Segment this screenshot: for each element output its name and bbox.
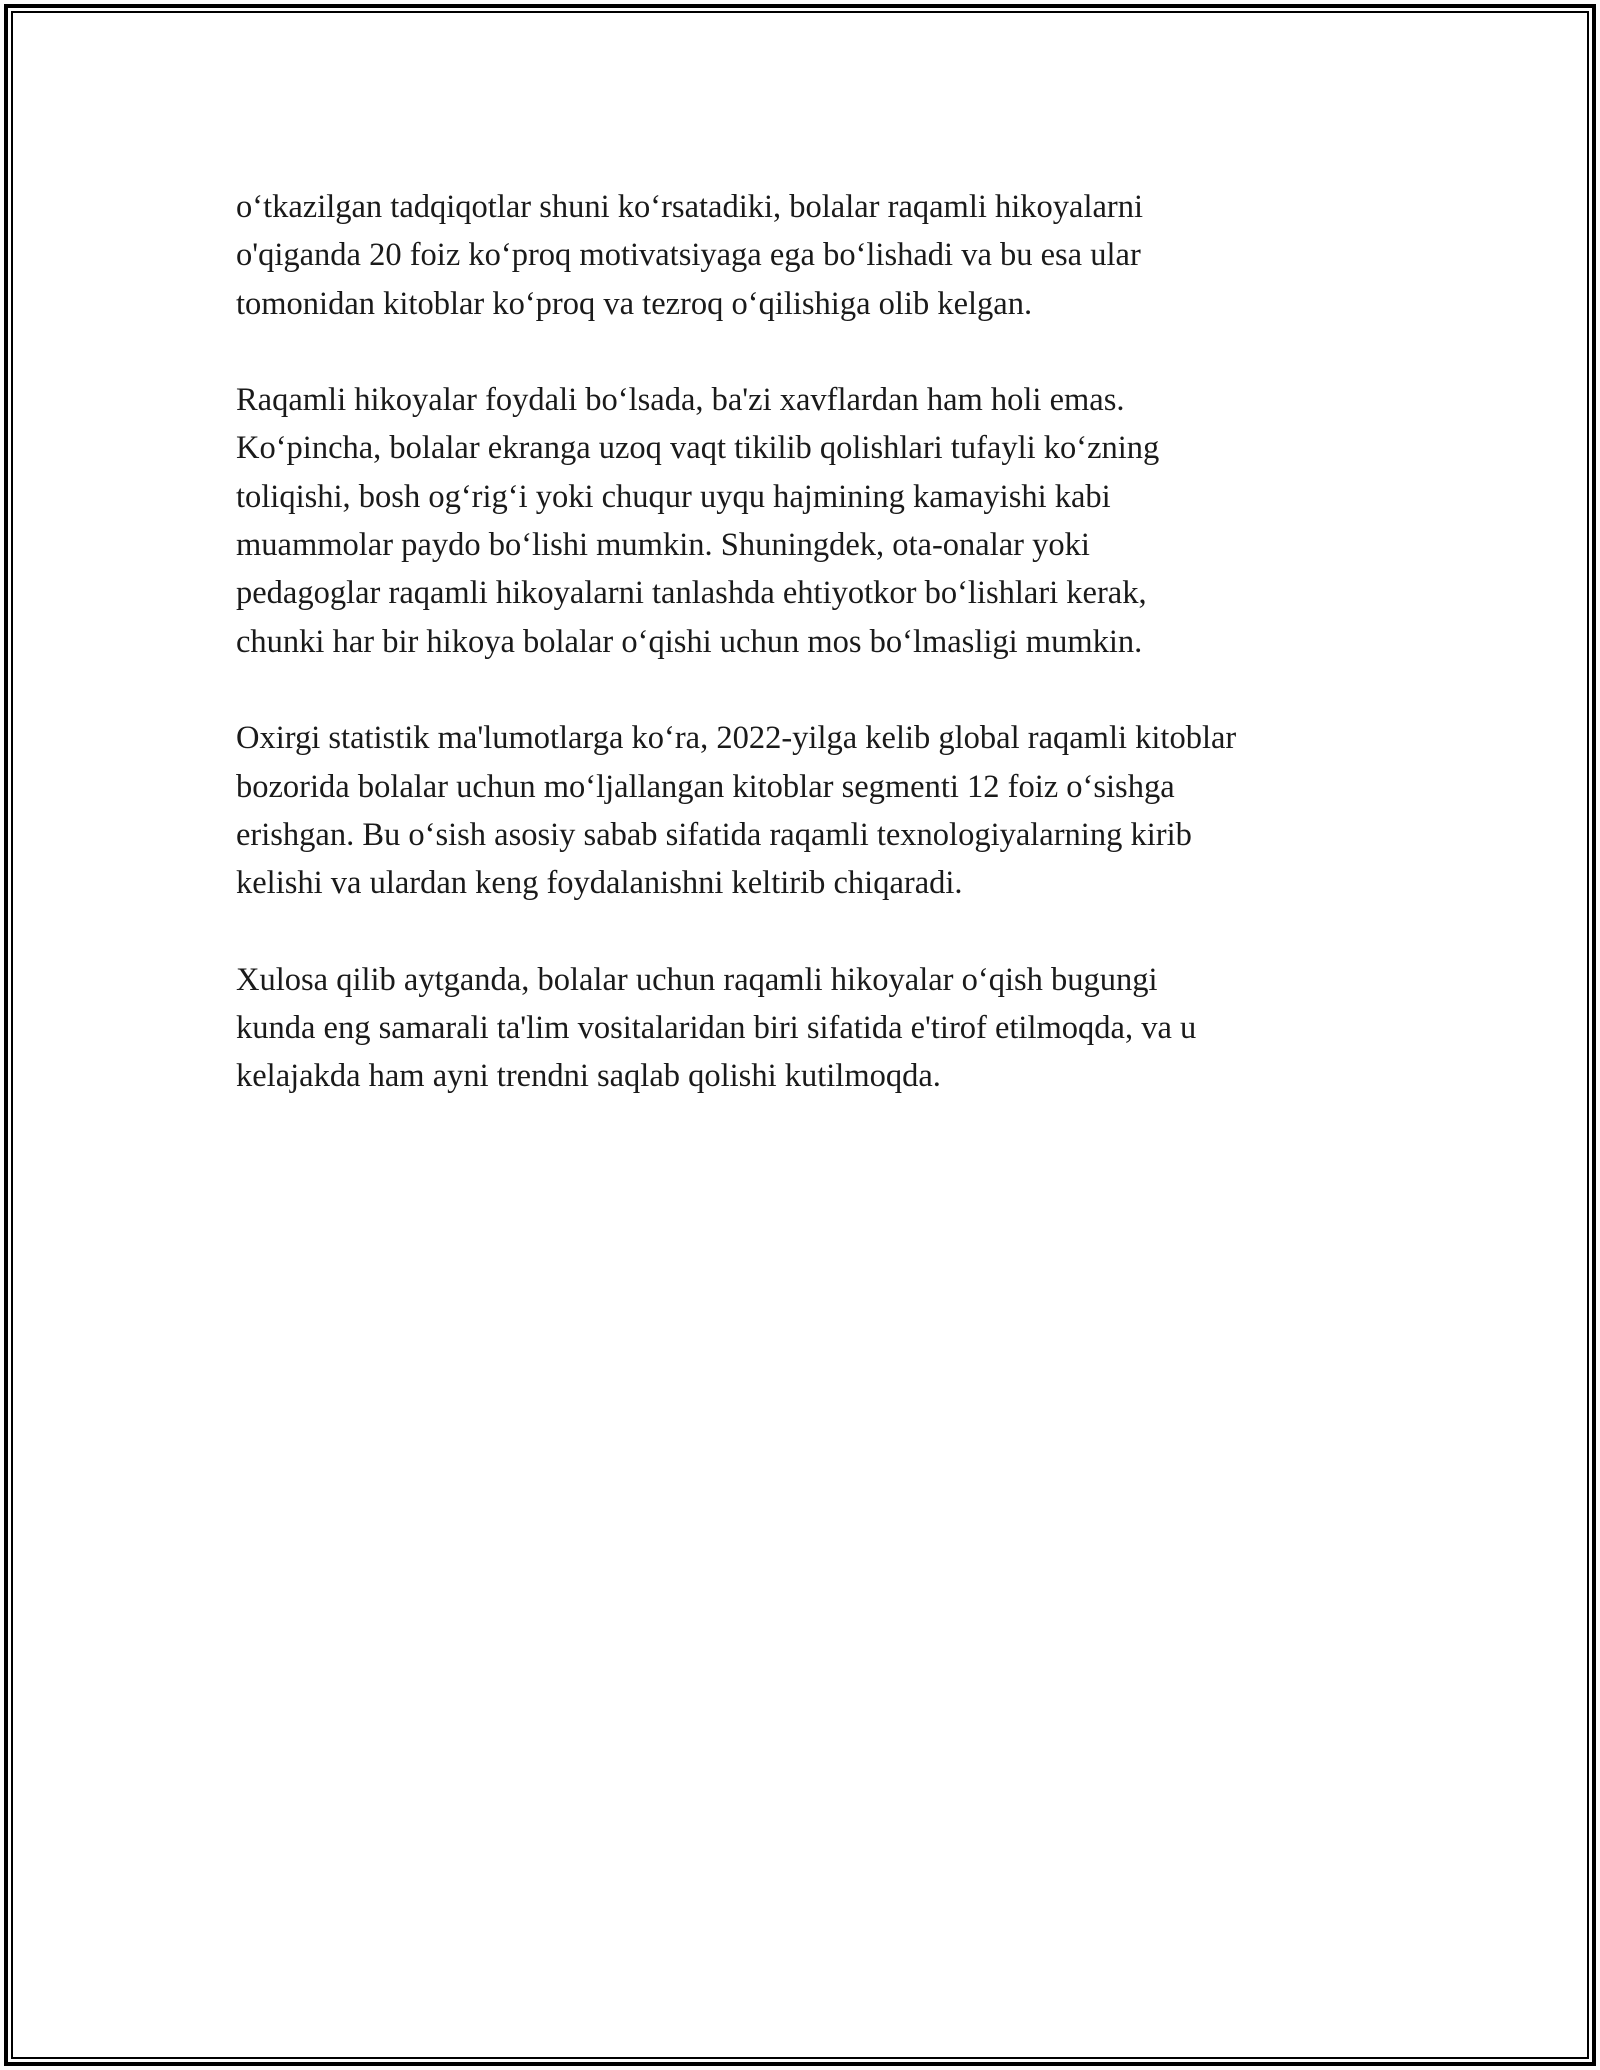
text-line: tomonidan kitoblar ko‘proq va tezroq o‘qilishiga olib kelgan. [236,285,1033,322]
text-line: o'qiganda 20 foiz ko‘proq motivatsiyaga ega bo‘lishadi va bu esa ular [236,237,1141,274]
document-body [236,183,1396,1101]
paragraph-4 [236,956,1396,1101]
text-line: kunda eng samarali ta'lim vositalaridan biri sifatida e'tirof etilmoqda, va u [236,1010,1197,1047]
text-line: toliqishi, bosh og‘rig‘i yoki chuqur uyqu hajmining kamayishi kabi [236,478,1111,515]
text-line: kelishi va ulardan keng foydalanishni keltirib chiqaradi. [236,865,963,902]
text-line: bozorida bolalar uchun mo‘ljallangan kitoblar segmenti 12 foiz o‘sishga [236,768,1175,805]
text-line: Ko‘pincha, bolalar ekranga uzoq vaqt tikilib qolishlari tufayli ko‘zning [236,430,1160,467]
text-line: muammolar paydo bo‘lishi mumkin. Shuningdek, ota-onalar yoki [236,527,1090,564]
paragraph-1 [236,183,1396,328]
paragraph-2 [236,376,1396,666]
text-line: chunki har bir hikoya bolalar o‘qishi uchun mos bo‘lmasligi mumkin. [236,623,1143,660]
text-line: Oxirgi statistik ma'lumotlarga ko‘ra, 2022-yilga kelib global raqamli kitoblar [236,720,1237,757]
paragraph-3 [236,714,1396,907]
text-line: Raqamli hikoyalar foydali bo‘lsada, ba'zi xavflardan ham holi emas. [236,382,1125,419]
text-line: pedagoglar raqamli hikoyalarni tanlashda ehtiyotkor bo‘lishlari kerak, [236,575,1147,612]
text-line: Xulosa qilib aytganda, bolalar uchun raqamli hikoyalar o‘qish bugungi [236,961,1158,998]
text-line: erishgan. Bu o‘sish asosiy sabab sifatida raqamli texnologiyalarning kirib [236,816,1192,853]
text-line: o‘tkazilgan tadqiqotlar shuni ko‘rsatadiki, bolalar raqamli hikoyalarni [236,189,1144,225]
text-line: kelajakda ham ayni trendni saqlab qolishi kutilmoqda. [236,1058,941,1095]
